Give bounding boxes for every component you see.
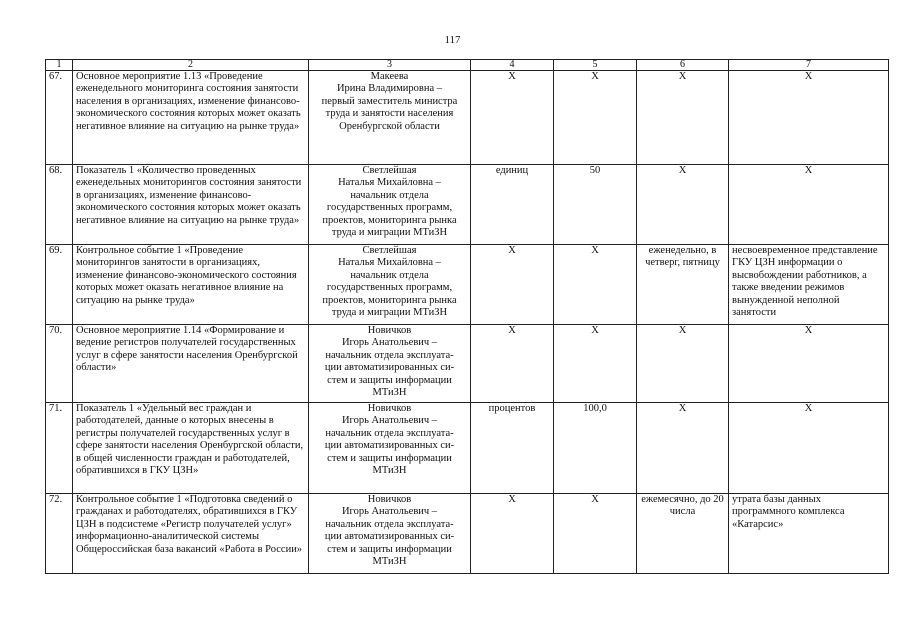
responsible-person: Новичков Игорь Анатольевич – начальник отдела эксплуата- ции автоматизированных си- стем и защиты информации МТиЗН [309, 494, 471, 574]
activity-name: Основное мероприятие 1.13 «Проведение еженедельного мониторинга состояния занятости населения в организациях, изменение финансово-экономического состояния которых может оказать негативное влияние на ситуацию на рынке труда» [73, 71, 309, 165]
deadline-cell: X [637, 325, 729, 403]
activity-name: Основное мероприятие 1.14 «Формирование и ведение регистров получателей государственных услуг в сфере занятости населения Оренбургской области» [73, 325, 309, 403]
column-number: 4 [471, 60, 554, 71]
column-number: 6 [637, 60, 729, 71]
table-row [46, 165, 889, 245]
row-number: 67. [46, 71, 73, 165]
unit-cell: процентов [471, 403, 554, 494]
table-row [46, 245, 889, 325]
column-number-row [46, 60, 889, 71]
column-number: 7 [729, 60, 889, 71]
row-number: 72. [46, 494, 73, 574]
risk-cell: X [729, 325, 889, 403]
risk-cell: X [729, 71, 889, 165]
column-number: 5 [554, 60, 637, 71]
row-number: 68. [46, 165, 73, 245]
unit-cell: единиц [471, 165, 554, 245]
table-row [46, 494, 889, 574]
risk-cell: несвоевременное представление ГКУ ЦЗН информации о высвобождении работников, а также введении режимов вынужденной неполной занятости [729, 245, 889, 325]
value-cell: 100,0 [554, 403, 637, 494]
deadline-cell: ежемесячно, до 20 числа [637, 494, 729, 574]
responsible-person: Светлейшая Наталья Михайловна – начальник отдела государственных программ, проектов, мониторинга рынка труда и миграции МТиЗН [309, 165, 471, 245]
unit-cell: X [471, 245, 554, 325]
column-number: 1 [46, 60, 73, 71]
value-cell: X [554, 325, 637, 403]
value-cell: 50 [554, 165, 637, 245]
column-number: 2 [73, 60, 309, 71]
deadline-cell: X [637, 165, 729, 245]
value-cell: X [554, 71, 637, 165]
activity-name: Контрольное событие 1 «Подготовка сведений о гражданах и работодателях, обратившихся в ГКУ ЦЗН в подсистеме «Регистр получателей услуг» информационно-аналитической системы Общероссийская база вакансий «Работа в России» [73, 494, 309, 574]
responsible-person: Новичков Игорь Анатольевич – начальник отдела эксплуата- ции автоматизированных си- стем и защиты информации МТиЗН [309, 325, 471, 403]
value-cell: X [554, 494, 637, 574]
table-row [46, 71, 889, 165]
deadline-cell: X [637, 403, 729, 494]
plan-table [45, 59, 889, 574]
risk-cell: X [729, 403, 889, 494]
table-row [46, 325, 889, 403]
responsible-person: Светлейшая Наталья Михайловна – начальник отдела государственных программ, проектов, мониторинга рынка труда и миграции МТиЗН [309, 245, 471, 325]
activity-name: Показатель 1 «Количество проведенных еженедельных мониторингов состояния занятости в организациях, изменение финансово-экономического состояния которых может оказать негативное влияние на ситуацию на рынке труда» [73, 165, 309, 245]
unit-cell: X [471, 494, 554, 574]
page-number: 117 [444, 34, 461, 46]
column-number: 3 [309, 60, 471, 71]
responsible-person: Новичков Игорь Анатольевич – начальник отдела эксплуата- ции автоматизированных си- стем и защиты информации МТиЗН [309, 403, 471, 494]
row-number: 70. [46, 325, 73, 403]
table-row [46, 403, 889, 494]
unit-cell: X [471, 325, 554, 403]
activity-name: Контрольное событие 1 «Проведение мониторингов занятости в организациях, изменение финансово-экономического состояния которых может оказать негативное влияние на ситуацию на рынке труда» [73, 245, 309, 325]
deadline-cell: X [637, 71, 729, 165]
row-number: 69. [46, 245, 73, 325]
unit-cell: X [471, 71, 554, 165]
risk-cell: утрата базы данных программного комплекса «Катарсис» [729, 494, 889, 574]
activity-name: Показатель 1 «Удельный вес граждан и работодателей, данные о которых внесены в регистры получателей государственных услуг в сфере занятости населения Оренбургской области, в общей численности граждан и работодателей, обратившихся в ГКУ ЦЗН» [73, 403, 309, 494]
value-cell: X [554, 245, 637, 325]
row-number: 71. [46, 403, 73, 494]
responsible-person: Макеева Ирина Владимировна – первый заместитель министра труда и занятости населения Оренбургской области [309, 71, 471, 165]
deadline-cell: еженедельно, в четверг, пятницу [637, 245, 729, 325]
risk-cell: X [729, 165, 889, 245]
